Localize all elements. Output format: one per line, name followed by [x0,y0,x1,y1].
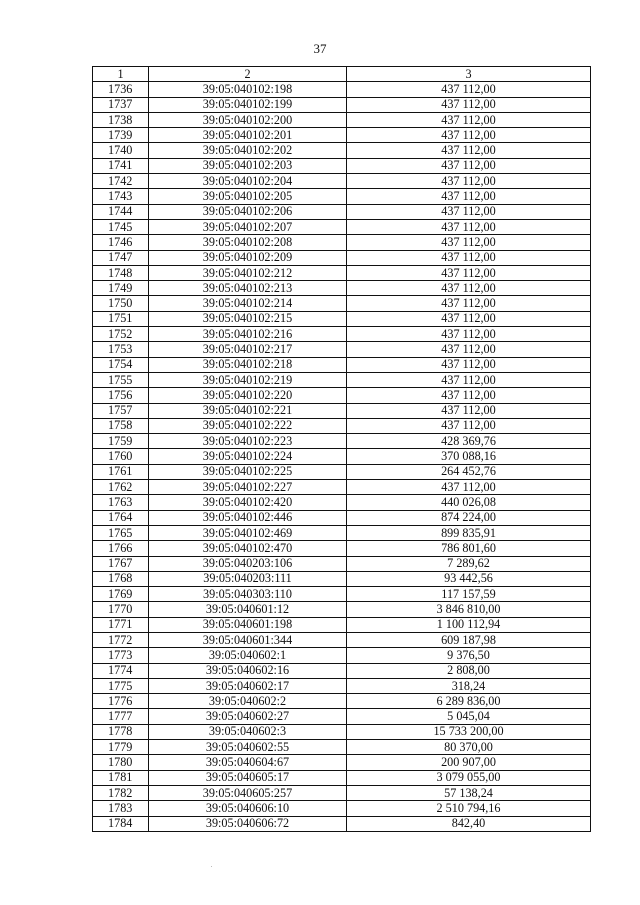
table-row [93,327,591,342]
cadastral-number: 39:05:040102:446 [149,510,347,525]
row-number: 1744 [93,204,149,219]
table-row [93,770,591,785]
table-row [93,694,591,709]
row-number: 1783 [93,801,149,816]
table-row [93,357,591,372]
cadastral-number: 39:05:040602:1 [149,648,347,663]
table-row [93,510,591,525]
cadastral-number: 39:05:040605:257 [149,785,347,800]
row-number: 1764 [93,510,149,525]
row-number: 1755 [93,372,149,387]
cadastral-number: 39:05:040102:214 [149,296,347,311]
row-number: 1758 [93,418,149,433]
table-row [93,663,591,678]
cadastral-value: 6 289 836,00 [347,694,591,709]
row-number: 1754 [93,357,149,372]
row-number: 1775 [93,678,149,693]
cadastral-number: 39:05:040602:55 [149,740,347,755]
cadastral-value: 437 112,00 [347,372,591,387]
cadastral-number: 39:05:040602:17 [149,678,347,693]
table-row [93,296,591,311]
row-number: 1753 [93,342,149,357]
cadastral-number: 39:05:040102:199 [149,97,347,112]
cadastral-value: 370 088,16 [347,449,591,464]
table-row [93,571,591,586]
cadastral-number: 39:05:040102:205 [149,189,347,204]
cadastral-number: 39:05:040102:209 [149,250,347,265]
cadastral-number: 39:05:040102:206 [149,204,347,219]
cadastral-value: 1 100 112,94 [347,617,591,632]
table-row [93,403,591,418]
cadastral-value: 437 112,00 [347,219,591,234]
cadastral-number: 39:05:040102:204 [149,174,347,189]
cadastral-value: 117 157,59 [347,587,591,602]
cadastral-number: 39:05:040602:16 [149,663,347,678]
row-number: 1743 [93,189,149,204]
row-number: 1780 [93,755,149,770]
cadastral-value: 437 112,00 [347,296,591,311]
cadastral-number: 39:05:040102:202 [149,143,347,158]
table-row [93,204,591,219]
row-number: 1762 [93,480,149,495]
cadastral-number: 39:05:040102:201 [149,128,347,143]
cadastral-number: 39:05:040303:110 [149,587,347,602]
cadastral-value: 609 187,98 [347,632,591,647]
row-number: 1777 [93,709,149,724]
table-row [93,464,591,479]
table-row [93,342,591,357]
table-row [93,250,591,265]
row-number: 1781 [93,770,149,785]
table-row [93,587,591,602]
table-row [93,525,591,540]
cadastral-number: 39:05:040102:227 [149,480,347,495]
cadastral-number: 39:05:040602:2 [149,694,347,709]
cadastral-value: 437 112,00 [347,342,591,357]
cadastral-number: 39:05:040102:212 [149,265,347,280]
row-number: 1757 [93,403,149,418]
cadastral-value: 264 452,76 [347,464,591,479]
cadastral-number: 39:05:040102:200 [149,112,347,127]
table-row [93,556,591,571]
cadastral-number: 39:05:040102:213 [149,281,347,296]
cadastral-number: 39:05:040102:225 [149,464,347,479]
row-number: 1766 [93,541,149,556]
cadastral-value: 437 112,00 [347,174,591,189]
table-row [93,158,591,173]
row-number: 1748 [93,265,149,280]
cadastral-value: 3 079 055,00 [347,770,591,785]
row-number: 1782 [93,785,149,800]
row-number: 1737 [93,97,149,112]
table-row [93,265,591,280]
cadastral-number: 39:05:040102:222 [149,418,347,433]
cadastral-value: 437 112,00 [347,418,591,433]
table-row [93,648,591,663]
row-number: 1768 [93,571,149,586]
row-number: 1752 [93,327,149,342]
table-row [93,541,591,556]
table-row [93,709,591,724]
row-number: 1773 [93,648,149,663]
cadastral-value-table [92,66,591,832]
row-number: 1778 [93,724,149,739]
table-row [93,189,591,204]
table-row [93,82,591,97]
cadastral-value: 437 112,00 [347,82,591,97]
cadastral-value: 3 846 810,00 [347,602,591,617]
cadastral-value: 428 369,76 [347,434,591,449]
row-number: 1774 [93,663,149,678]
table-row [93,724,591,739]
row-number: 1739 [93,128,149,143]
row-number: 1751 [93,311,149,326]
cadastral-value: 437 112,00 [347,480,591,495]
table-row [93,311,591,326]
row-number: 1746 [93,235,149,250]
row-number: 1749 [93,281,149,296]
table-row [93,434,591,449]
table-row [93,128,591,143]
row-number: 1767 [93,556,149,571]
table-row [93,97,591,112]
table-row [93,617,591,632]
cadastral-value: 437 112,00 [347,189,591,204]
cadastral-value: 437 112,00 [347,250,591,265]
cadastral-number: 39:05:040102:203 [149,158,347,173]
cadastral-value: 437 112,00 [347,97,591,112]
cadastral-value: 200 907,00 [347,755,591,770]
table-row [93,816,591,831]
table-row [93,740,591,755]
cadastral-value: 842,40 [347,816,591,831]
table-row [93,418,591,433]
table-body [93,82,591,832]
cadastral-number: 39:05:040605:17 [149,770,347,785]
column-header-3: 3 [347,67,591,82]
cadastral-number: 39:05:040102:420 [149,495,347,510]
table-row [93,143,591,158]
row-number: 1761 [93,464,149,479]
table-header [93,67,591,82]
page-number: 37 [313,41,327,56]
cadastral-value: 437 112,00 [347,265,591,280]
table-row [93,801,591,816]
row-number: 1771 [93,617,149,632]
cadastral-number: 39:05:040601:344 [149,632,347,647]
cadastral-value: 437 112,00 [347,311,591,326]
cadastral-value: 437 112,00 [347,281,591,296]
cadastral-value: 437 112,00 [347,112,591,127]
cadastral-number: 39:05:040102:224 [149,449,347,464]
cadastral-value: 15 733 200,00 [347,724,591,739]
cadastral-value: 7 289,62 [347,556,591,571]
table-row [93,480,591,495]
cadastral-number: 39:05:040606:10 [149,801,347,816]
cadastral-value: 437 112,00 [347,403,591,418]
cadastral-number: 39:05:040606:72 [149,816,347,831]
cadastral-value: 437 112,00 [347,327,591,342]
row-number: 1779 [93,740,149,755]
cadastral-number: 39:05:040102:207 [149,219,347,234]
table-row [93,281,591,296]
cadastral-number: 39:05:040102:220 [149,388,347,403]
row-number: 1738 [93,112,149,127]
table-row [93,602,591,617]
row-number: 1742 [93,174,149,189]
cadastral-value: 786 801,60 [347,541,591,556]
table-row [93,785,591,800]
row-number: 1740 [93,143,149,158]
cadastral-number: 39:05:040102:221 [149,403,347,418]
cadastral-number: 39:05:040102:218 [149,357,347,372]
cadastral-value: 437 112,00 [347,388,591,403]
table-row [93,632,591,647]
cadastral-number: 39:05:040102:217 [149,342,347,357]
cadastral-value: 2 808,00 [347,663,591,678]
cadastral-value: 437 112,00 [347,235,591,250]
table-row [93,388,591,403]
table-row [93,449,591,464]
cadastral-value: 437 112,00 [347,204,591,219]
scan-speck [211,866,212,867]
cadastral-number: 39:05:040102:469 [149,525,347,540]
header-row [93,67,591,82]
cadastral-number: 39:05:040102:223 [149,434,347,449]
row-number: 1736 [93,82,149,97]
cadastral-number: 39:05:040602:3 [149,724,347,739]
row-number: 1745 [93,219,149,234]
row-number: 1784 [93,816,149,831]
row-number: 1747 [93,250,149,265]
cadastral-value: 80 370,00 [347,740,591,755]
cadastral-value: 57 138,24 [347,785,591,800]
cadastral-number: 39:05:040102:470 [149,541,347,556]
cadastral-value: 2 510 794,16 [347,801,591,816]
cadastral-value: 437 112,00 [347,158,591,173]
cadastral-value: 437 112,00 [347,128,591,143]
cadastral-number: 39:05:040102:208 [149,235,347,250]
cadastral-value: 437 112,00 [347,143,591,158]
row-number: 1765 [93,525,149,540]
row-number: 1760 [93,449,149,464]
cadastral-value: 9 376,50 [347,648,591,663]
cadastral-number: 39:05:040102:219 [149,372,347,387]
cadastral-value: 318,24 [347,678,591,693]
row-number: 1750 [93,296,149,311]
table-row [93,112,591,127]
row-number: 1772 [93,632,149,647]
table-row [93,678,591,693]
row-number: 1776 [93,694,149,709]
row-number: 1759 [93,434,149,449]
cadastral-number: 39:05:040102:215 [149,311,347,326]
table-row [93,174,591,189]
cadastral-number: 39:05:040604:67 [149,755,347,770]
table-row [93,755,591,770]
cadastral-value: 437 112,00 [347,357,591,372]
cadastral-value: 5 045,04 [347,709,591,724]
cadastral-value: 874 224,00 [347,510,591,525]
row-number: 1763 [93,495,149,510]
table-row [93,235,591,250]
column-header-1: 1 [93,67,149,82]
cadastral-value: 93 442,56 [347,571,591,586]
cadastral-value: 440 026,08 [347,495,591,510]
table-row [93,372,591,387]
cadastral-value: 899 835,91 [347,525,591,540]
cadastral-number: 39:05:040601:12 [149,602,347,617]
table-row [93,219,591,234]
row-number: 1769 [93,587,149,602]
cadastral-number: 39:05:040203:111 [149,571,347,586]
cadastral-number: 39:05:040601:198 [149,617,347,632]
cadastral-number: 39:05:040602:27 [149,709,347,724]
cadastral-number: 39:05:040102:198 [149,82,347,97]
row-number: 1741 [93,158,149,173]
row-number: 1756 [93,388,149,403]
cadastral-number: 39:05:040203:106 [149,556,347,571]
cadastral-number: 39:05:040102:216 [149,327,347,342]
table-row [93,495,591,510]
column-header-2: 2 [149,67,347,82]
row-number: 1770 [93,602,149,617]
